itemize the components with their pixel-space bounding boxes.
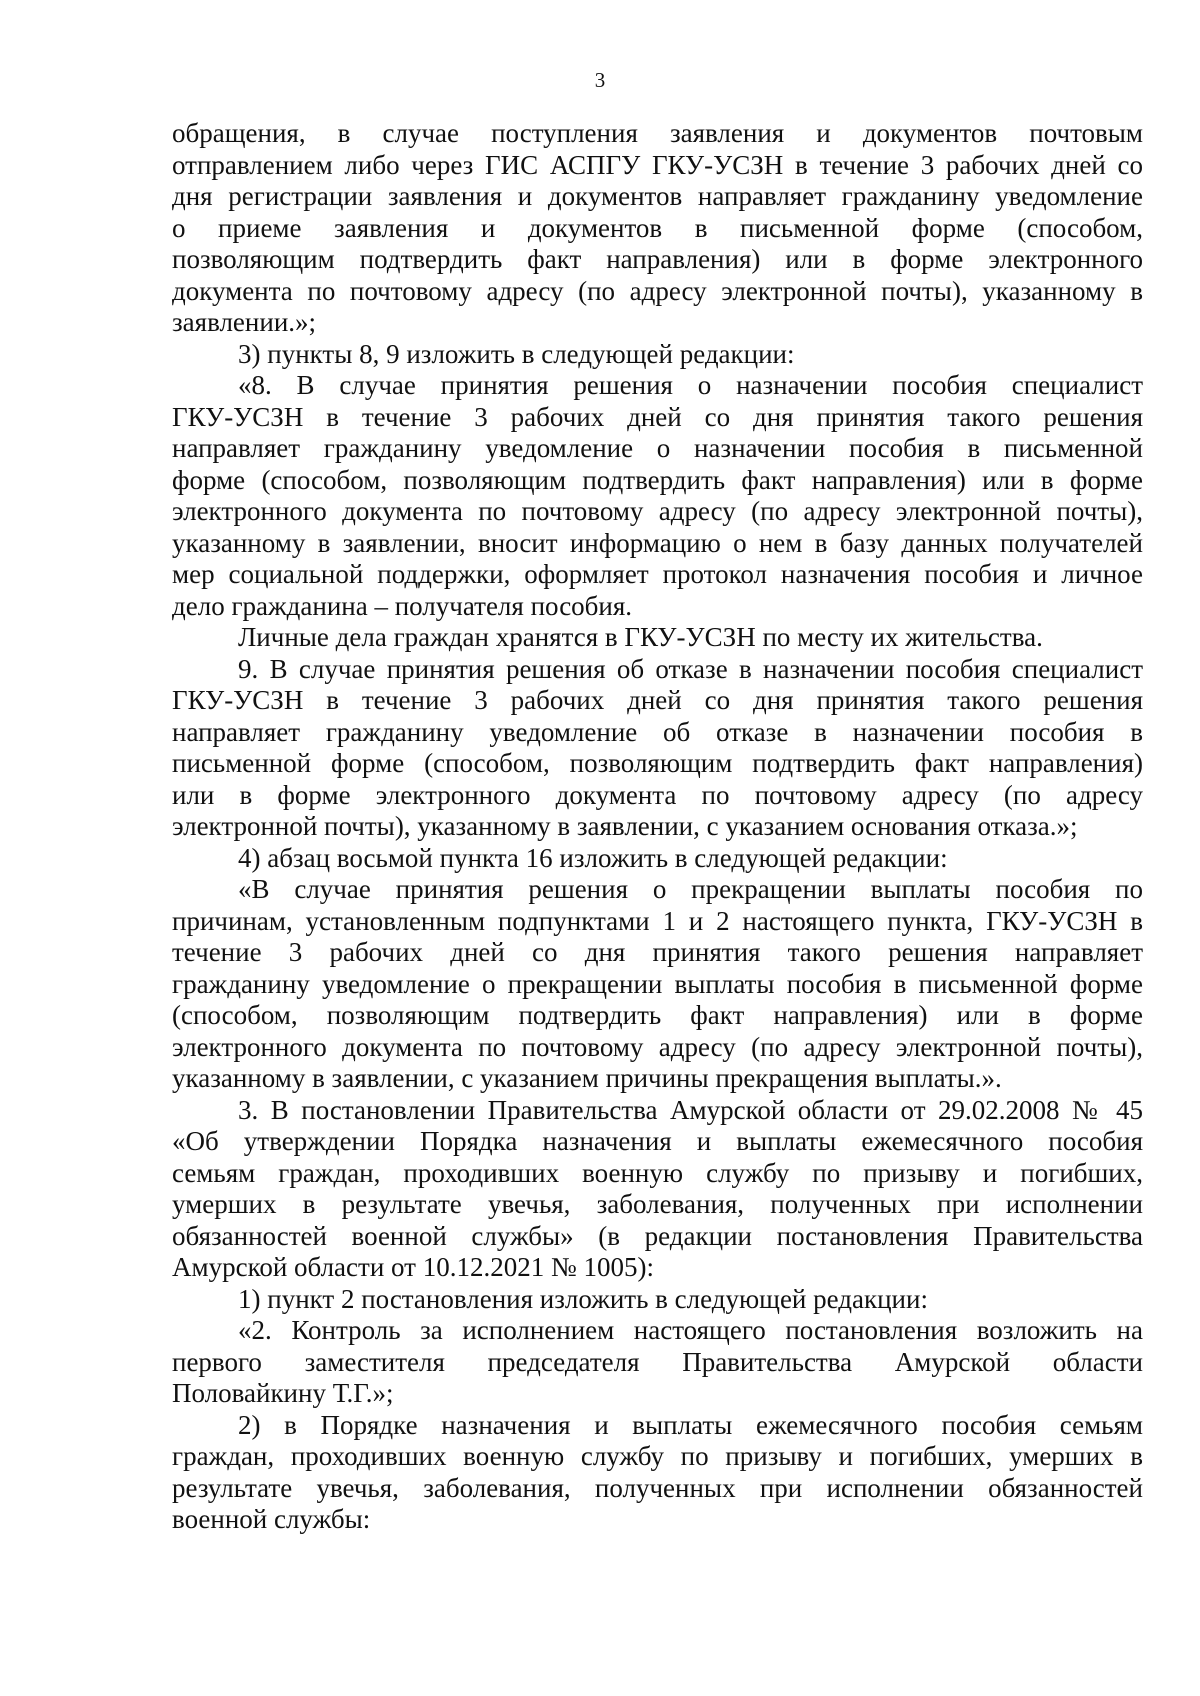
text-line: «8. В случае принятия решения о назначении пособия специалист bbox=[238, 370, 1143, 400]
text-line: письменной форме (способом, позволяющим подтвердить факт направления) bbox=[172, 748, 1143, 778]
text-line: результате увечья, заболевания, полученных при исполнении обязанностей bbox=[172, 1472, 1143, 1503]
paragraph bbox=[172, 370, 1143, 622]
text-line: мер социальной поддержки, оформляет протокол назначения пособия и личное bbox=[172, 559, 1143, 589]
text-line: Половайкину Т.Г.»; bbox=[172, 1378, 394, 1408]
text-line: 1) пункт 2 постановления изложить в следующей редакции: bbox=[238, 1283, 928, 1314]
text-line: направляет гражданину уведомление об отказе в назначении пособия в bbox=[172, 716, 1143, 747]
text-line: ГКУ-УСЗН в течение 3 рабочих дней со дня принятия такого решения bbox=[172, 401, 1143, 432]
paragraph bbox=[172, 654, 1143, 843]
text-line: семьям граждан, проходивших военную службу по призыву и погибших, bbox=[172, 1157, 1143, 1188]
paragraph bbox=[172, 622, 1143, 654]
document-body bbox=[172, 118, 1143, 1536]
text-line: о приеме заявления и документов в письменной форме (способом, bbox=[172, 212, 1143, 243]
text-line: обязанностей военной службы» (в редакции постановления Правительства bbox=[172, 1220, 1143, 1251]
paragraph bbox=[172, 118, 1143, 339]
text-line: ГКУ-УСЗН в течение 3 рабочих дней со дня принятия такого решения bbox=[172, 685, 1143, 715]
paragraph bbox=[172, 1095, 1143, 1284]
text-line: течение 3 рабочих дней со дня принятия такого решения направляет bbox=[172, 937, 1143, 967]
text-line: или в форме электронного документа по почтовому адресу (по адресу bbox=[172, 779, 1143, 810]
text-line: 4) абзац восьмой пункта 16 изложить в следующей редакции: bbox=[238, 842, 948, 873]
text-line: электронного документа по почтовому адресу (по адресу электронной почты), bbox=[172, 496, 1143, 526]
text-line: форме (способом, позволяющим подтвердить факт направления) или в форме bbox=[172, 464, 1143, 495]
text-line: военной службы: bbox=[172, 1504, 371, 1534]
text-line: 9. В случае принятия решения об отказе в назначении пособия специалист bbox=[238, 653, 1143, 684]
paragraph bbox=[172, 1315, 1143, 1410]
text-line: причинам, установленным подпунктами 1 и 2 настоящего пункта, ГКУ-УСЗН в bbox=[172, 905, 1143, 936]
text-line: 3) пункты 8, 9 изложить в следующей редакции: bbox=[238, 338, 795, 369]
text-line: дня регистрации заявления и документов направляет гражданину уведомление bbox=[172, 181, 1143, 211]
text-line: 3. В постановлении Правительства Амурской области от 29.02.2008 № 45 bbox=[238, 1094, 1143, 1125]
paragraph bbox=[172, 843, 1143, 875]
text-line: Личные дела граждан хранятся в ГКУ-УСЗН по месту их жительства. bbox=[238, 622, 1043, 652]
text-line: гражданину уведомление о прекращении выплаты пособия в письменной форме bbox=[172, 968, 1143, 999]
text-line: «В случае принятия решения о прекращении выплаты пособия по bbox=[238, 874, 1143, 904]
text-line: электронного документа по почтовому адресу (по адресу электронной почты), bbox=[172, 1031, 1143, 1062]
text-line: 2) в Порядке назначения и выплаты ежемесячного пособия семьям bbox=[238, 1409, 1143, 1440]
paragraph bbox=[172, 1410, 1143, 1536]
text-line: «Об утверждении Порядка назначения и выплаты ежемесячного пособия bbox=[172, 1126, 1143, 1156]
text-line: Амурской области от 10.12.2021 № 1005): bbox=[172, 1252, 654, 1282]
paragraph bbox=[172, 1284, 1143, 1316]
paragraph bbox=[172, 339, 1143, 371]
paragraph bbox=[172, 874, 1143, 1095]
page-number: 3 bbox=[594, 68, 606, 92]
text-line: направляет гражданину уведомление о назначении пособия в письменной bbox=[172, 433, 1143, 463]
text-line: «2. Контроль за исполнением настоящего постановления возложить на bbox=[238, 1315, 1143, 1345]
text-line: (способом, позволяющим подтвердить факт направления) или в форме bbox=[172, 1000, 1143, 1030]
text-line: граждан, проходивших военную службу по призыву и погибших, умерших в bbox=[172, 1441, 1143, 1471]
text-line: дело гражданина – получателя пособия. bbox=[172, 590, 633, 621]
text-line: позволяющим подтвердить факт направления) или в форме электронного bbox=[172, 244, 1143, 274]
text-line: указанному в заявлении, вносит информацию о нем в базу данных получателей bbox=[172, 527, 1143, 558]
text-line: электронной почты), указанному в заявлении, с указанием основания отказа.»; bbox=[172, 811, 1078, 841]
text-line: обращения, в случае поступления заявления и документов почтовым bbox=[172, 118, 1143, 148]
text-line: первого заместителя председателя Правительства Амурской области bbox=[172, 1346, 1143, 1377]
text-line: отправлением либо через ГИС АСПГУ ГКУ-УСЗН в течение 3 рабочих дней со bbox=[172, 149, 1143, 180]
text-line: умерших в результате увечья, заболевания, полученных при исполнении bbox=[172, 1189, 1143, 1219]
text-line: указанному в заявлении, с указанием причины прекращения выплаты.». bbox=[172, 1063, 1002, 1093]
text-line: документа по почтовому адресу (по адресу электронной почты), указанному в bbox=[172, 275, 1143, 306]
text-line: заявлении.»; bbox=[172, 307, 317, 337]
